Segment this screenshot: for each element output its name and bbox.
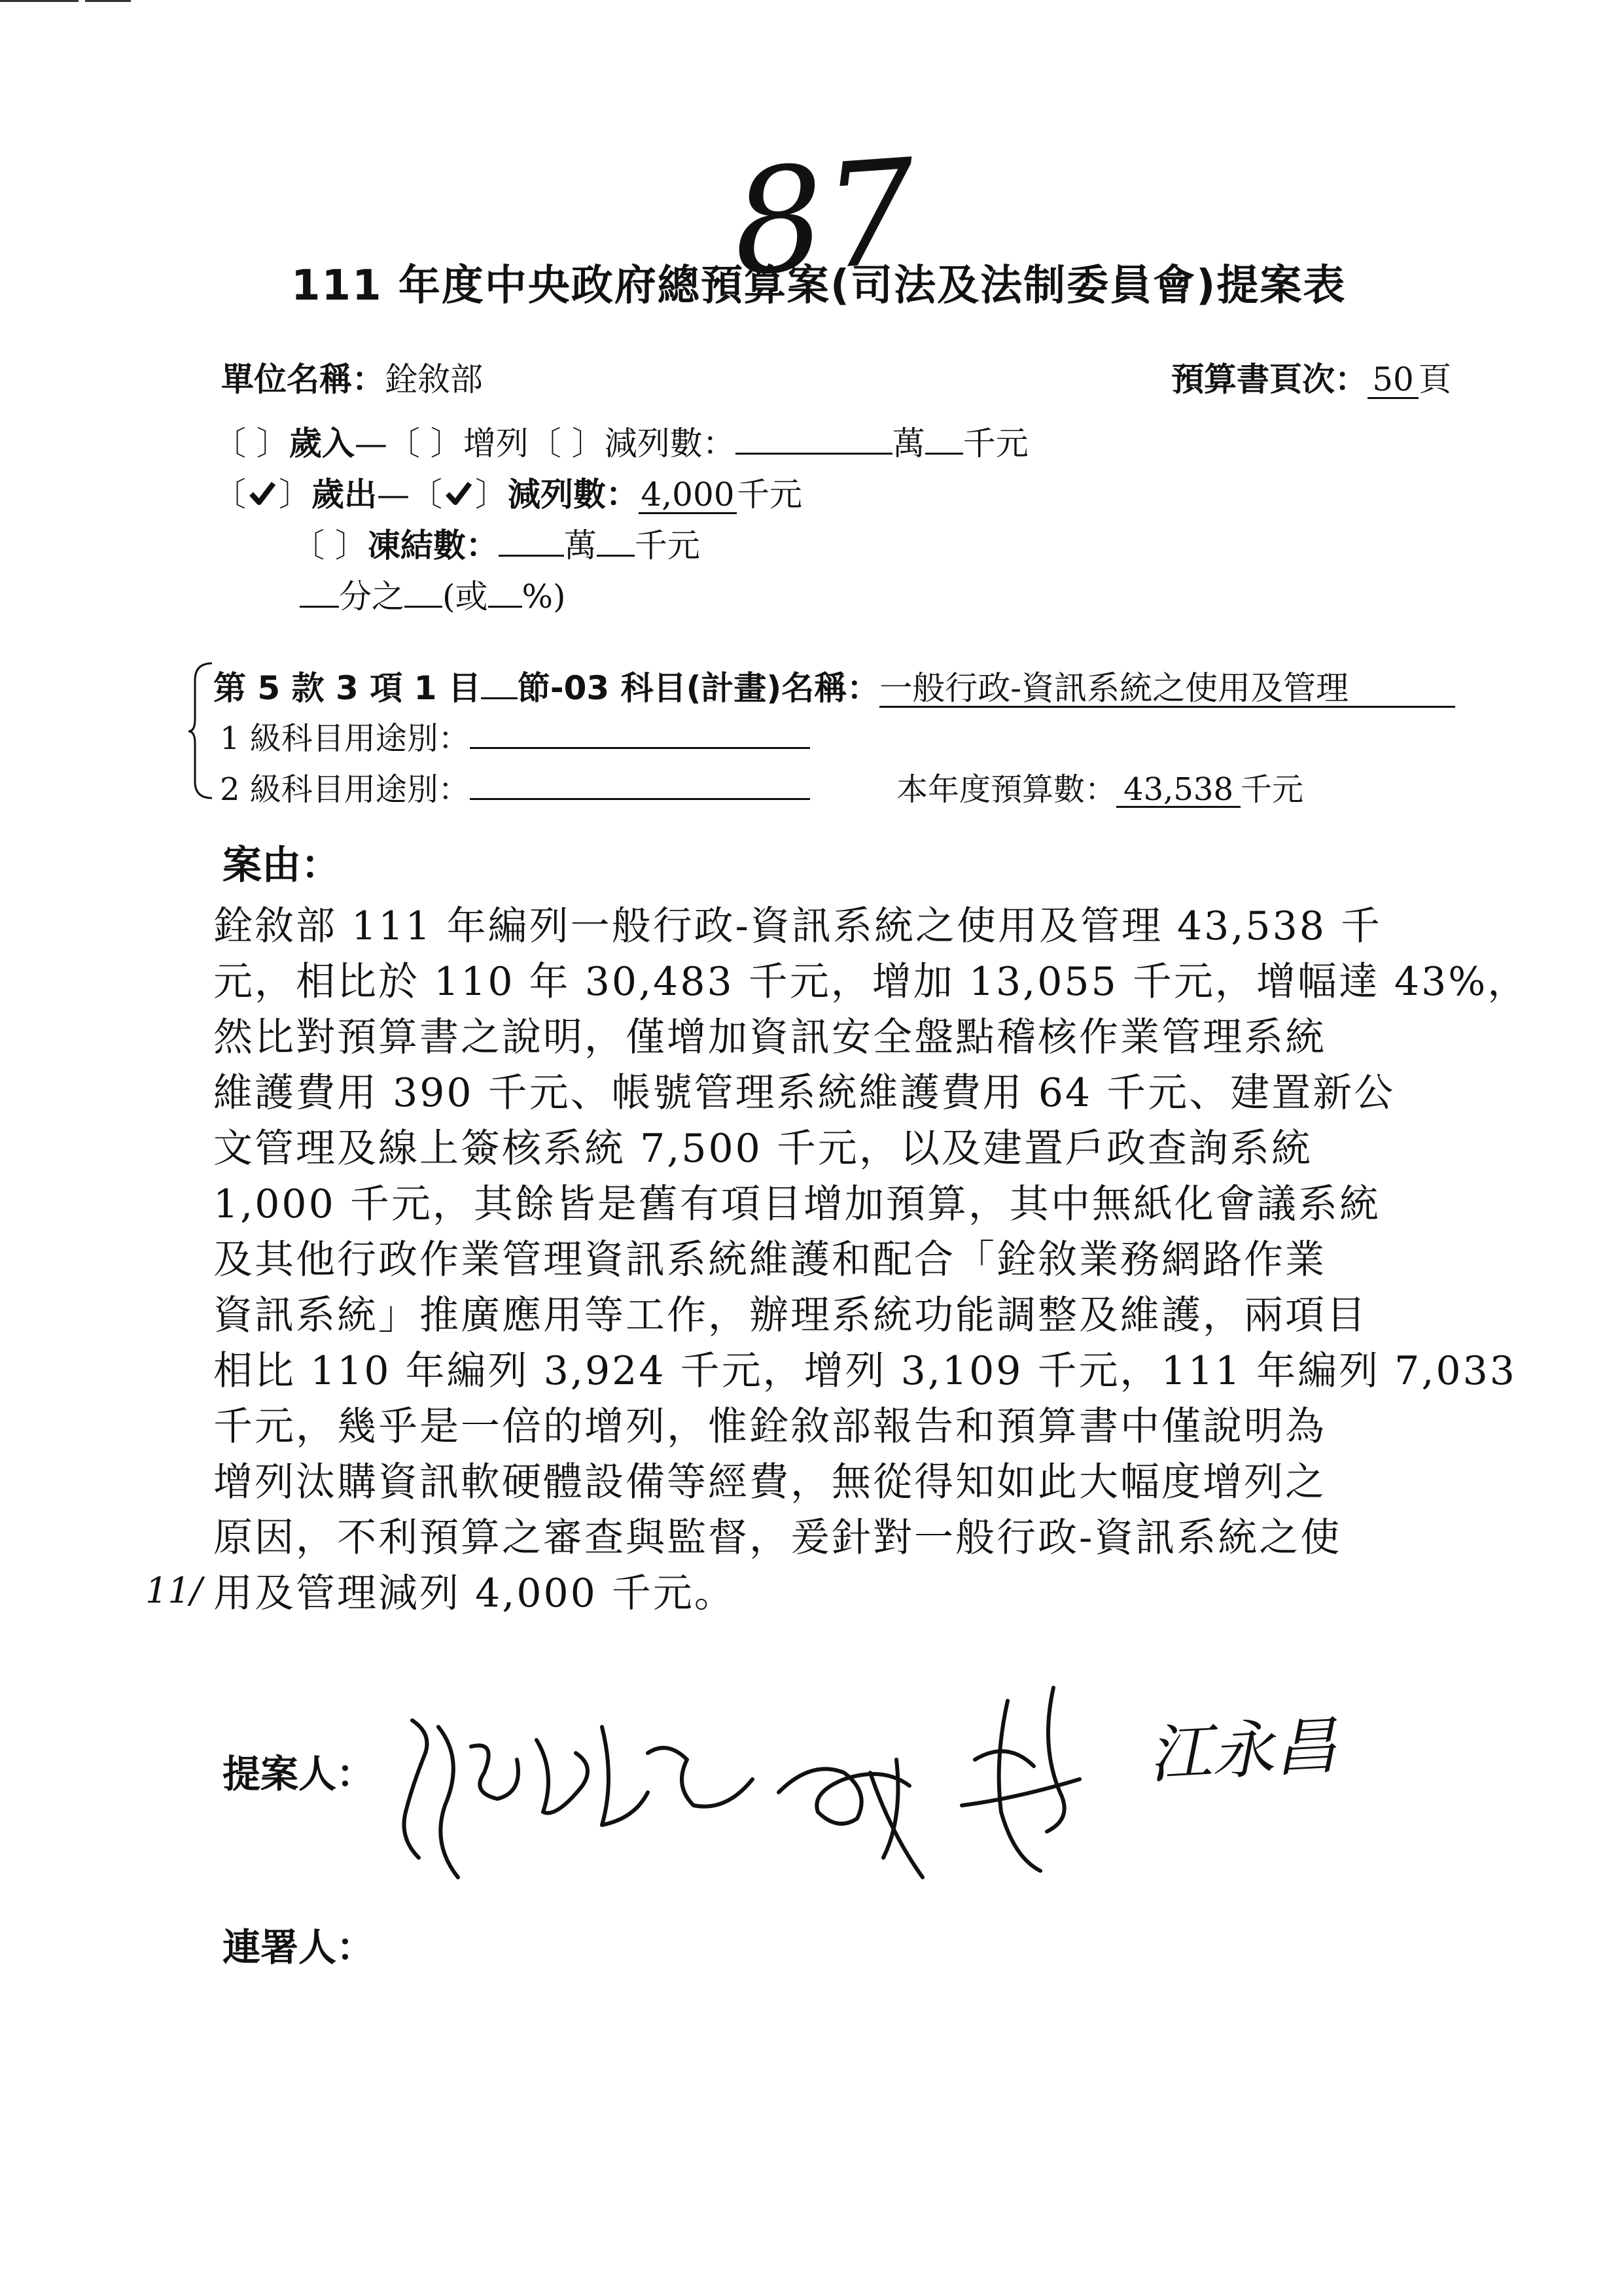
unit-value: 銓敘部 bbox=[385, 360, 483, 398]
expense-line bbox=[213, 468, 802, 515]
level1-label: 1 級科目用途別： bbox=[220, 720, 470, 757]
increase-checkbox: 〔 〕 bbox=[387, 425, 463, 462]
reason-line: 銓敘部 111 年編列一般行政-資訊系統之使用及管理 43,538 千 bbox=[213, 903, 1383, 949]
page-title: 111 年度中央政府總預算案(司法及法制委員會)提案表 bbox=[291, 262, 1347, 310]
revenue-label: 歲入 bbox=[289, 425, 355, 462]
budget-value: 43,538 bbox=[1116, 773, 1241, 808]
handwritten-number: 87 bbox=[727, 128, 922, 308]
reason-line: 資訊系統」推廣應用等工作，辦理系統功能調整及維護，兩項目 bbox=[213, 1293, 1368, 1338]
subject-bracket bbox=[187, 661, 213, 801]
cut-box-open: 〔 bbox=[410, 476, 442, 513]
reason-line: 1,000 千元，其餘皆是舊有項目增加預算，其中無紙化會議系統 bbox=[213, 1181, 1381, 1227]
budget-row bbox=[896, 764, 1303, 809]
reason-line: 用及管理減列 4,000 千元。 bbox=[213, 1571, 735, 1616]
level1-blank bbox=[470, 713, 810, 749]
check-icon bbox=[442, 476, 475, 513]
dash: — bbox=[377, 476, 410, 513]
revenue-line bbox=[213, 417, 1029, 464]
reason-line: 然比對預算書之說明，僅增加資訊安全盤點稽核作業管理系統 bbox=[213, 1015, 1326, 1060]
expense-label: 歲出 bbox=[311, 476, 377, 513]
page-ref-unit: 頁 bbox=[1419, 360, 1451, 398]
unit-label: 單位名稱： bbox=[221, 360, 385, 398]
fraction-blank-b bbox=[404, 572, 442, 608]
cosigner-label: 連署人： bbox=[222, 1925, 375, 1970]
wan-unit: 萬 bbox=[563, 527, 597, 565]
margin-note: 11/ bbox=[145, 1570, 202, 1611]
program-name: 一般行政-資訊系統之使用及管理 bbox=[879, 671, 1455, 708]
cut-value: 4,000 bbox=[639, 478, 737, 514]
qian-blank bbox=[925, 419, 963, 455]
cut-box-close: 〕 bbox=[475, 476, 508, 513]
fraction-blank-a bbox=[300, 572, 339, 608]
subject-line-1 bbox=[213, 662, 1455, 709]
increase-label: 增列 bbox=[463, 425, 529, 462]
reason-heading: 案由： bbox=[222, 843, 340, 888]
reason-line: 維護費用 390 千元、帳號管理系統維護費用 64 千元、建置新公 bbox=[213, 1070, 1396, 1116]
subject-mid: 節-03 科目(計畫)名稱： bbox=[517, 669, 880, 707]
percent-blank bbox=[488, 572, 522, 608]
cut-unit: 千元 bbox=[737, 476, 802, 513]
freeze-qian-blank bbox=[597, 521, 635, 557]
budget-unit: 千元 bbox=[1241, 771, 1304, 808]
section-blank bbox=[481, 663, 518, 699]
reason-line: 原因，不利預算之審查與監督，爰針對一般行政-資訊系統之使 bbox=[213, 1515, 1342, 1561]
expense-box-open: 〔 bbox=[213, 476, 246, 513]
check-icon bbox=[246, 476, 279, 513]
decrease-label: 減列數： bbox=[604, 425, 735, 462]
reason-line: 及其他行政作業管理資訊系統維護和配合「銓敘業務網路作業 bbox=[213, 1237, 1326, 1283]
freeze-line bbox=[292, 519, 700, 566]
scan-mark bbox=[0, 0, 79, 2]
subject-line-2 bbox=[220, 713, 810, 758]
signature-name: 江永昌 bbox=[1146, 1709, 1339, 1792]
subject-line-3 bbox=[220, 764, 810, 809]
qian-yuan-unit: 千元 bbox=[962, 425, 1029, 462]
page-ref-row bbox=[1171, 353, 1451, 400]
expense-box-close: 〕 bbox=[279, 476, 311, 513]
fraction-line bbox=[300, 570, 566, 617]
scan-mark bbox=[85, 0, 131, 2]
reason-line: 相比 110 年編列 3,924 千元，增列 3,109 千元，111 年編列 7,033 bbox=[213, 1348, 1517, 1394]
freeze-wan-blank bbox=[499, 521, 564, 557]
cut-label: 減列數： bbox=[508, 476, 639, 513]
level2-label: 2 級科目用途別： bbox=[220, 771, 470, 808]
decrease-blank bbox=[735, 419, 892, 455]
decrease-checkbox: 〔 〕 bbox=[528, 425, 605, 462]
page-ref-value: 50 bbox=[1368, 362, 1419, 399]
page-ref-label: 預算書頁次： bbox=[1171, 360, 1368, 398]
reason-line: 元，相比於 110 年 30,483 千元，增加 13,055 千元，增幅達 43%， bbox=[213, 959, 1529, 1005]
revenue-checkbox: 〔 〕 bbox=[213, 425, 289, 462]
proposer-label: 提案人： bbox=[222, 1752, 375, 1796]
percent-close: %) bbox=[521, 578, 566, 616]
subject-prefix: 第 5 款 3 項 1 目 bbox=[213, 669, 481, 707]
unit-row bbox=[221, 353, 483, 400]
budget-label: 本年度預算數： bbox=[896, 771, 1117, 808]
freeze-label: 凍結數： bbox=[367, 527, 499, 565]
reason-line: 文管理及線上簽核系統 7,500 千元，以及建置戶政查詢系統 bbox=[213, 1126, 1313, 1172]
wan-unit: 萬 bbox=[892, 425, 925, 462]
level2-blank bbox=[470, 764, 810, 800]
dash: — bbox=[354, 425, 387, 462]
or-open: (或 bbox=[442, 578, 488, 616]
reason-line: 千元，幾乎是一倍的增列，惟銓敘部報告和預算書中僅說明為 bbox=[213, 1404, 1326, 1450]
freeze-checkbox: 〔 〕 bbox=[292, 527, 368, 565]
fraction-of: 分之 bbox=[339, 578, 404, 616]
reason-line: 增列汰購資訊軟硬體設備等經費，無從得知如此大幅度增列之 bbox=[213, 1459, 1326, 1505]
qian-yuan-unit: 千元 bbox=[634, 527, 700, 565]
